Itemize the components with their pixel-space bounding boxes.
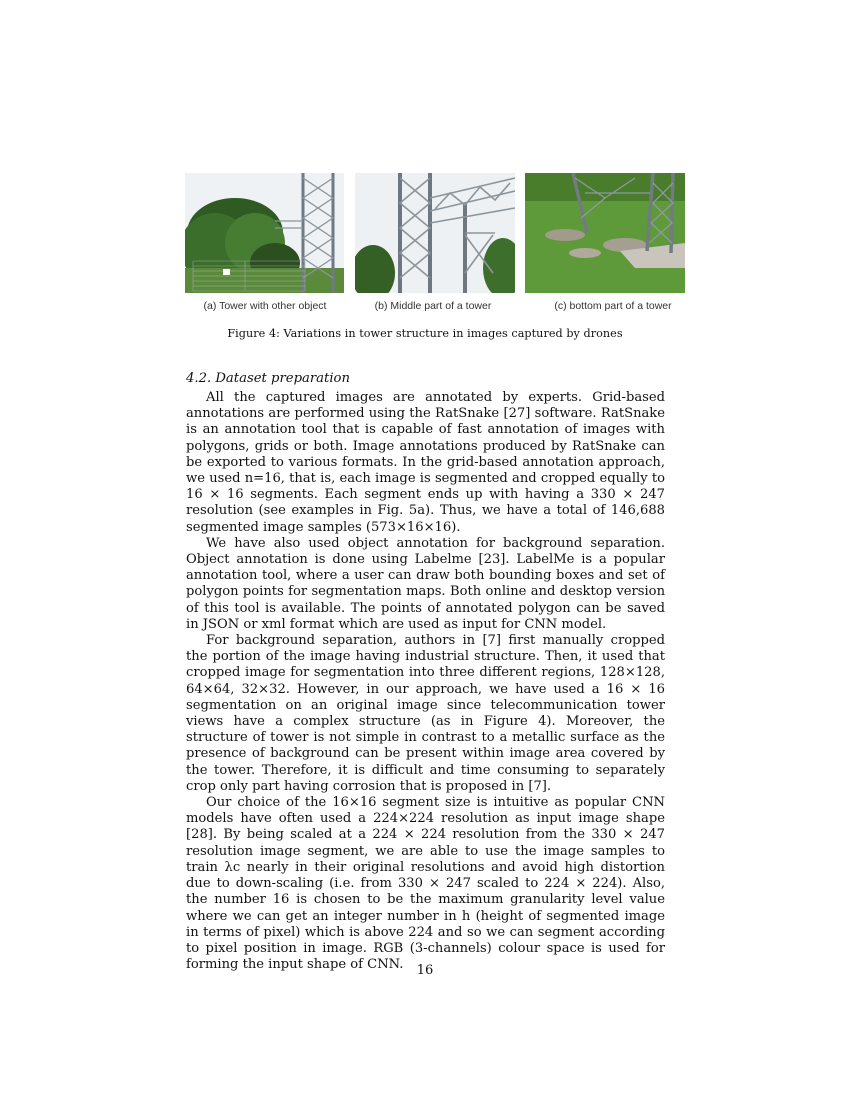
photo-middle-part-of-tower — [355, 173, 515, 293]
figure-caption: Figure 4: Variations in tower structure in images captured by drones — [227, 327, 623, 340]
subcaption-a: (a) Tower with other object — [203, 300, 327, 312]
subcaption-c: (c) bottom part of a tower — [554, 300, 672, 312]
paragraph-4: Our choice of the 16×16 segment size is intuitive as popular CNN models have often used a 224×224 resolution as input image shape [28]. By being scaled at a 224 × 224 resolution from the 330 × 247 resolution image segment, we are able to use the image samples to train λc nearly in their original resolutions and avoid high distortion due to down-scaling (i.e. from 330 × 247 scaled to 224 × 224). Also, the number 16 is chosen to be the maximum granularity level value where we can get an integer number in h (height of segmented image in terms of pixel) which is above 224 and so we can segment according to pixel position in image. RGB (3-channels) colour space is used for forming the input shape of CNN. — [186, 795, 665, 973]
section-body — [186, 390, 665, 973]
paragraph-1: All the captured images are annotated by experts. Grid-based annotations are performed using the RatSnake [27] software. RatSnake is an annotation tool that is capable of fast annotation of images with polygons, grids or both. Image annotations produced by RatSnake can be exported to various formats. In the grid-based annotation approach, we used n=16, that is, each image is segmented and cropped equally to 16 × 16 segments. Each segment ends up with having a 330 × 247 resolution (see examples in Fig. 5a). Thus, we have a total of 146,688 segmented image samples (573×16×16). — [186, 390, 665, 535]
figure-4 — [185, 173, 685, 293]
photo-tower-with-other-object — [185, 173, 344, 293]
section-heading: 4.2. Dataset preparation — [186, 371, 350, 386]
paragraph-2: We have also used object annotation for background separation. Object annotation is done using Labelme [23]. LabelMe is a popular annotation tool, where a user can draw both bounding boxes and set of polygon points for segmentation maps. Both online and desktop version of this tool is available. The points of annotated polygon can be saved in JSON or xml format which are used as input for CNN model. — [186, 535, 665, 632]
page-number: 16 — [416, 963, 434, 978]
paragraph-3: For background separation, authors in [7] first manually cropped the portion of the image having industrial structure. Then, it used that cropped image for segmentation into three different regions, 128×128, 64×64, 32×32. However, in our approach, we have used a 16 × 16 segmentation on an original image since telecommunication tower views have a complex structure (as in Figure 4). Moreover, the structure of tower is not simple in contrast to a metallic surface as the presence of background can be present within image area covered by the tower. Therefore, it is difficult and time consuming to separately crop only part having corrosion that is proposed in [7]. — [186, 633, 665, 794]
subcaption-b: (b) Middle part of a tower — [374, 300, 492, 312]
photo-bottom-part-of-tower — [525, 173, 685, 293]
